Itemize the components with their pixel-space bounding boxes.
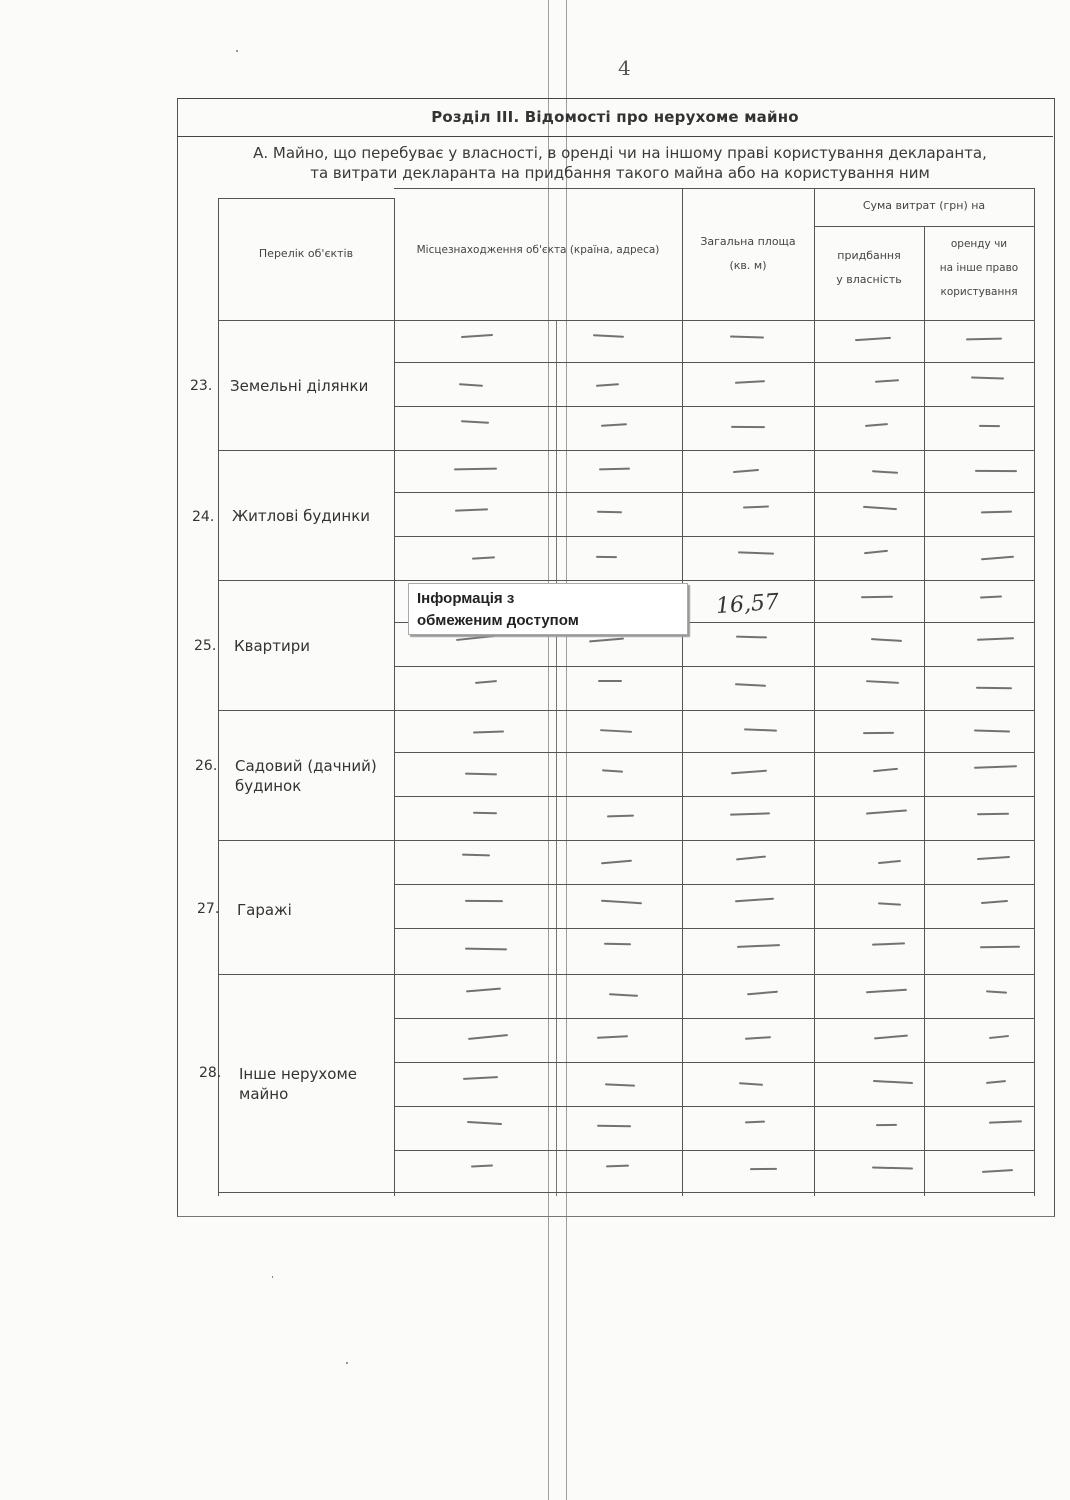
grid-line [394,666,1034,667]
header-purchase-line-1: придбання [837,249,901,262]
grid-line [394,536,1034,537]
empty-cell-dash [863,732,894,734]
grid-line [394,1062,1034,1063]
grid-line [218,840,1034,841]
grid-line [682,188,683,1196]
header-expenses: Сума витрат (грн) на [862,199,986,212]
row-label: Квартири [234,637,310,655]
header-location: Місцезнаходження об'єкта (країна, адреса) [416,244,660,256]
subheading-line-1: А. Майно, що перебуває у власності, в оренді чи на іншому праві користування декларанта, [253,144,987,162]
empty-cell-dash [975,470,1017,472]
row-number: 26. [195,758,218,774]
grid-line [218,320,1034,321]
grid-line [218,974,1034,975]
grid-line [394,796,1034,797]
grid-line [394,492,1034,493]
subheading-line-2: та витрати декларанта на придбання такого майна або на користування ним [310,164,930,182]
subheading [190,143,1050,183]
grid-line [394,406,1034,407]
empty-cell-dash [731,426,765,428]
grid-line [394,928,1034,929]
header-objects: Перелік об'єктів [258,247,354,260]
empty-cell-dash [598,680,622,682]
row-number: 28. [199,1065,222,1081]
row-number: 24. [192,509,215,525]
apartment-area-value: 16,57 [715,589,780,620]
header-area [682,230,814,278]
empty-cell-dash [595,556,616,558]
header-rent-line-1: оренду чи [950,238,1008,250]
header-purchase-line-2: у власність [836,273,902,286]
speck [236,50,238,52]
grid-line [814,226,1034,227]
grid-line [218,1192,1034,1193]
grid-line [394,1018,1034,1019]
grid-line [394,884,1034,885]
header-rent-line-3: користування [940,286,1018,298]
section-title: Розділ III. Відомості про нерухоме майно [177,98,1053,137]
grid-line [218,198,219,1196]
redacted-line-2: обмеженим доступом [417,612,579,629]
speck [272,1276,273,1278]
header-rent [924,232,1034,304]
header-area-line-2: (кв. м) [729,259,767,272]
row-label: Інше нерухоме майно [239,1065,357,1103]
grid-line [218,580,1034,581]
row-label: Садовий (дачний) будинок [235,757,377,795]
header-purchase [814,244,924,292]
empty-cell-dash [979,425,1000,427]
header-rent-line-2: на інше право [939,262,1019,274]
grid-line [814,188,815,1196]
page-number: 4 [618,56,631,80]
row-label: Земельні ділянки [230,377,369,395]
grid-line [1034,188,1035,1196]
grid-line [394,188,1034,189]
grid-line [218,710,1034,711]
header-area-line-1: Загальна площа [700,235,796,248]
speck [346,1362,348,1364]
grid-line [394,752,1034,753]
grid-line [394,198,395,1196]
grid-line [218,450,1034,451]
redacted-info-box [408,583,688,635]
row-number: 23. [190,378,213,394]
row-label: Гаражі [237,901,292,919]
empty-cell-dash [750,1168,777,1170]
grid-line [924,226,925,1196]
grid-line [394,1106,1034,1107]
redacted-line-1: Інформація з [417,590,515,607]
grid-line [218,198,394,199]
grid-line [394,1150,1034,1151]
property-table [218,186,1053,1196]
grid-line [394,362,1034,363]
grid-line [556,320,557,1196]
empty-cell-dash [876,1124,897,1126]
row-number: 25. [194,638,217,654]
row-number: 27. [197,901,220,917]
empty-cell-dash [465,900,503,902]
row-label: Житлові будинки [232,507,371,525]
